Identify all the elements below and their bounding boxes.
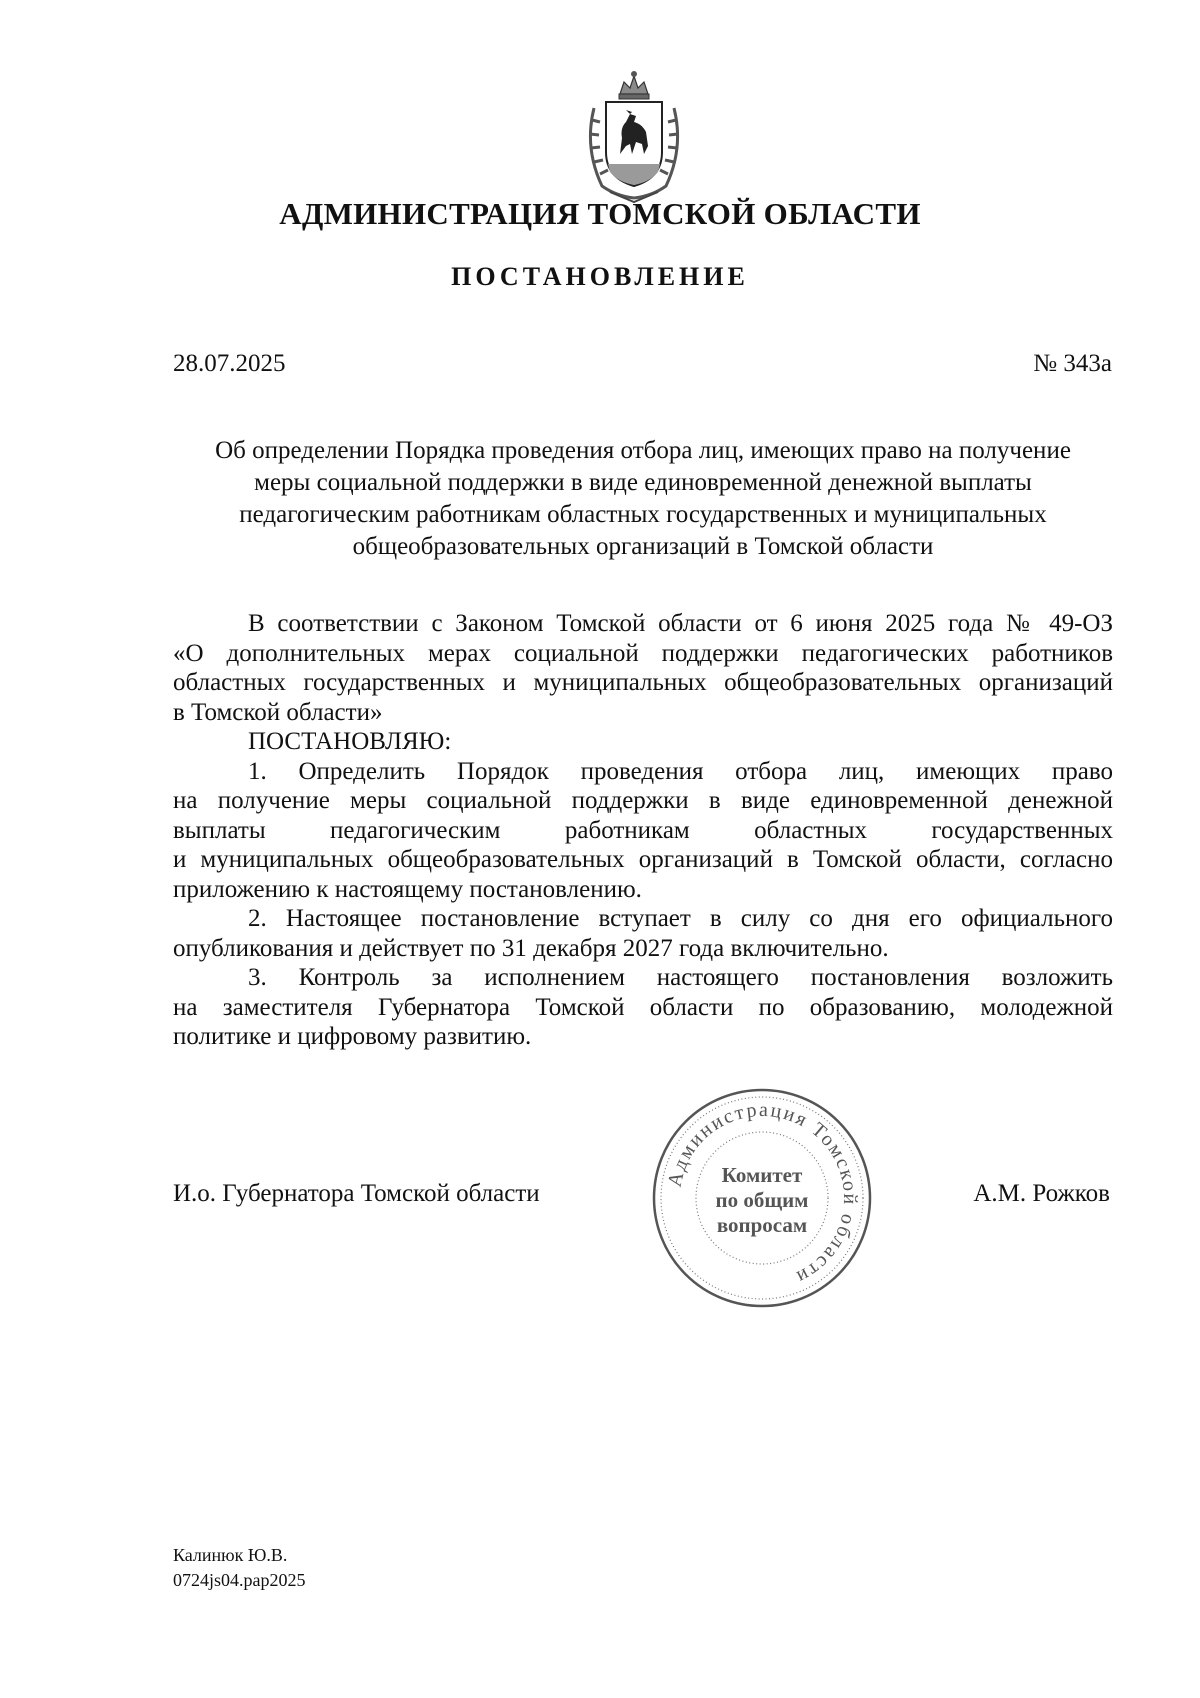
item2-line: 2. Настоящее постановление вступает в силу со дня его официального	[248, 905, 1113, 932]
executor-info	[173, 1543, 306, 1593]
document-body	[173, 609, 1113, 1052]
preamble-line: В соответствии с Законом Томской области от 6 июня 2025 года № 49-ОЗ	[248, 610, 1113, 637]
seal-outer-text: Администрация Томской области	[663, 1098, 862, 1289]
official-round-seal-icon	[650, 1086, 874, 1310]
item1-line: выплаты педагогическим работникам областных государственных	[173, 816, 1113, 844]
heading-line: Об определении Порядка проведения отбора лиц, имеющих право на получение	[215, 437, 1071, 464]
seal-inner-line: Комитет	[721, 1163, 803, 1187]
document-number: № 343а	[1033, 350, 1112, 377]
item3-line: политике и цифровому развитию.	[173, 1023, 532, 1050]
item1-line: на получение меры социальной поддержки в виде единовременной денежной	[173, 787, 1113, 814]
executor-name: Калинюк Ю.В.	[173, 1545, 288, 1565]
seal-inner-line: вопросам	[716, 1213, 808, 1237]
preamble-line: «О дополнительных мерах социальной поддержки педагогических работников	[173, 639, 1113, 667]
seal-inner-line: по общим	[715, 1188, 809, 1212]
item3-line: на заместителя Губернатора Томской области по образованию, молодежной	[173, 993, 1113, 1021]
heading-line: меры социальной поддержки в виде единовременной денежной выплаты	[254, 469, 1032, 496]
organization-title: АДМИНИСТРАЦИЯ ТОМСКОЙ ОБЛАСТИ	[279, 196, 921, 231]
item3-line: 3. Контроль за исполнением настоящего постановления возложить	[248, 964, 1113, 991]
resolve-word: ПОСТАНОВЛЯЮ:	[248, 728, 452, 755]
signatory-name: А.М. Рожков	[973, 1180, 1110, 1207]
signatory-position: И.о. Губернатора Томской области	[173, 1180, 540, 1207]
preamble-line: в Томской области»	[173, 698, 383, 726]
item1-line: приложению к настоящему постановлению.	[173, 875, 642, 903]
item2-line: опубликования и действует по 31 декабря 2027 года включительно.	[173, 934, 889, 962]
preamble-line: областных государственных и муниципальных общеобразовательных организаций	[173, 669, 1113, 696]
tomsk-region-coat-of-arms-icon	[580, 68, 688, 204]
executor-file: 0724js04.pap2025	[173, 1570, 306, 1590]
item1-line: и муниципальных общеобразовательных организаций в Томской области, согласно	[173, 846, 1113, 873]
heading-line: педагогическим работникам областных государственных и муниципальных	[239, 501, 1047, 528]
document-type: ПОСТАНОВЛЕНИЕ	[451, 262, 749, 291]
item1-line: 1. Определить Порядок проведения отбора лиц, имеющих право	[248, 757, 1113, 785]
document-date: 28.07.2025	[173, 350, 286, 377]
heading-line: общеобразовательных организаций в Томской области	[352, 533, 934, 560]
document-heading	[173, 435, 1113, 563]
